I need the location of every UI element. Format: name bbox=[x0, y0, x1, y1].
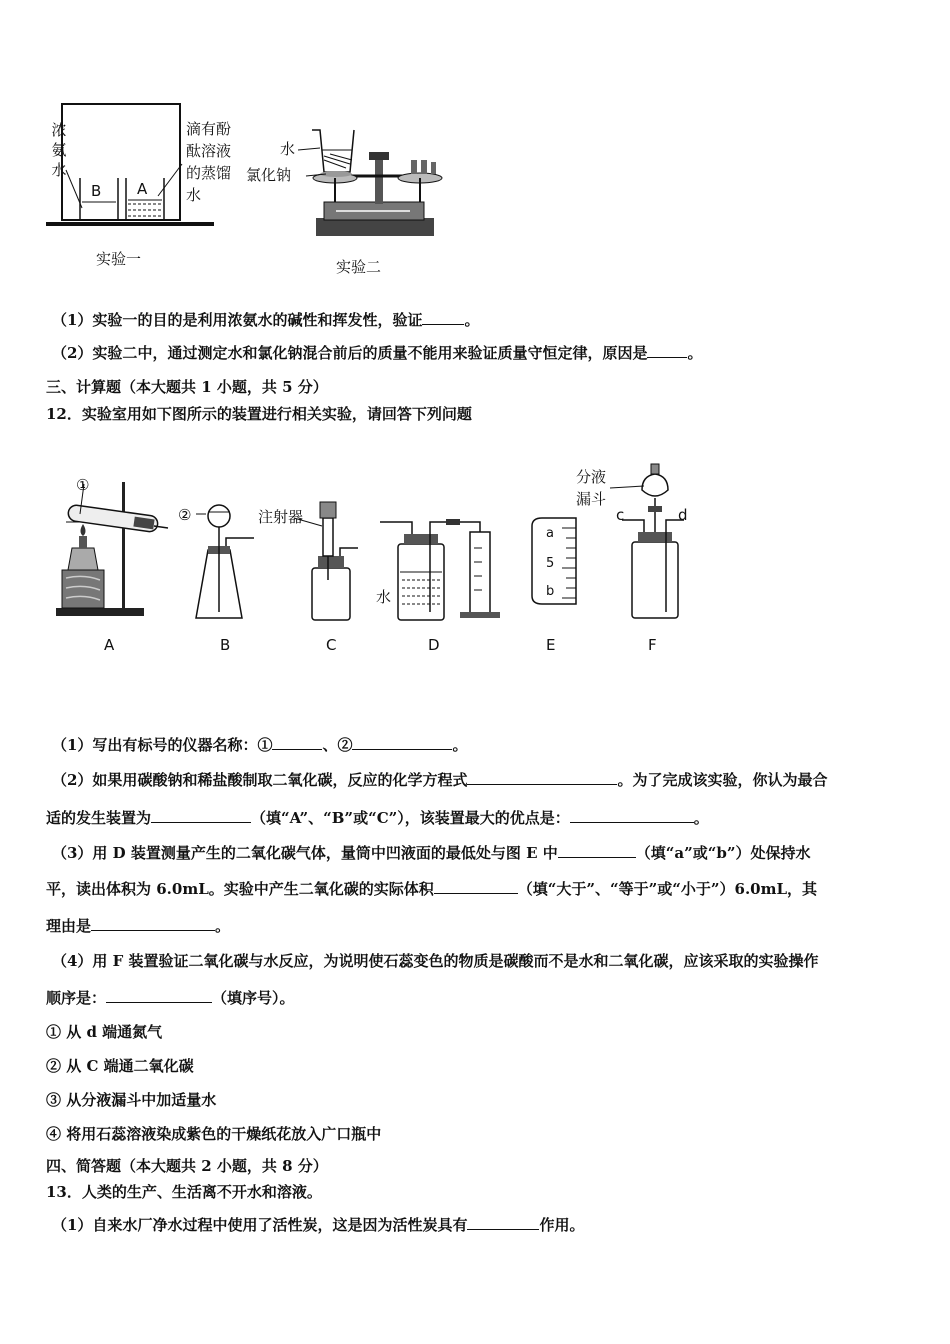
q12-blank-3[interactable] bbox=[467, 770, 617, 785]
q12-blank-9[interactable] bbox=[106, 988, 212, 1003]
q12-part2: （2）如果用碳酸钠和稀盐酸制取二氧化碳，反应的化学方程式 。为了完成该实验，你认为最合 bbox=[52, 771, 828, 789]
q12-part4: （4）用 F 装置验证二氧化碳与水反应，为说明使石蕊变色的物质是碳酸而不是水和二氧化碳，应该采取的实验操作 bbox=[52, 952, 819, 970]
label-phenolphthalein-1: 滴有酚 bbox=[186, 120, 232, 138]
label-nacl: 氯化钠 bbox=[246, 166, 292, 184]
caption-f: F bbox=[648, 636, 657, 654]
experiment-figure-1 bbox=[40, 98, 460, 288]
caption-d: D bbox=[428, 636, 440, 654]
caption-experiment-1: 实验一 bbox=[96, 250, 142, 268]
q12-option-3: ③ 从分液漏斗中加适量水 bbox=[46, 1091, 217, 1109]
label-beaker-b: B bbox=[91, 182, 102, 200]
label-mark-2: ② bbox=[178, 506, 192, 524]
q12-part1: （1）写出有标号的仪器名称：① 、② 。 bbox=[52, 736, 468, 754]
q12-blank-5[interactable] bbox=[570, 808, 694, 823]
q12-blank-2[interactable] bbox=[352, 735, 452, 750]
q12-blank-8[interactable] bbox=[91, 916, 215, 931]
label-port-d: d bbox=[678, 506, 688, 524]
q11-part1: （1）实验一的目的是利用浓氨水的碱性和挥发性，验证 。 bbox=[52, 311, 480, 329]
q11-blank-2[interactable] bbox=[647, 343, 687, 358]
q12-part2-cont: 适的发生装置为 （填“A”、“B”或“C”），该装置最大的优点是： 。 bbox=[46, 809, 709, 827]
caption-a: A bbox=[104, 636, 115, 654]
q12-option-1: ① 从 d 端通氮气 bbox=[46, 1023, 163, 1041]
q12-part4-cont: 顺序是： （填序号）。 bbox=[46, 989, 295, 1007]
caption-c: C bbox=[326, 636, 337, 654]
section-4-heading: 四、简答题（本大题共 2 小题，共 8 分） bbox=[46, 1157, 328, 1175]
q12-blank-7[interactable] bbox=[434, 879, 518, 894]
q12-title: 12．实验室用如下图所示的装置进行相关实验，请回答下列问题 bbox=[46, 405, 472, 423]
label-phenolphthalein-4: 水 bbox=[186, 186, 202, 204]
q12-part3: （3）用 D 装置测量产生的二氧化碳气体，量筒中凹液面的最低处与图 E 中 （填“a”或“b”）处保持水 bbox=[52, 844, 811, 862]
label-conc-ammonia: 浓氨水 bbox=[51, 121, 67, 179]
caption-e: E bbox=[546, 636, 556, 654]
q12-option-4: ④ 将用石蕊溶液染成紫色的干燥纸花放入广口瓶中 bbox=[46, 1125, 382, 1143]
caption-b: B bbox=[220, 636, 231, 654]
label-phenolphthalein-3: 的蒸馏 bbox=[186, 164, 232, 182]
label-port-c: c bbox=[616, 506, 625, 524]
label-beaker-a: A bbox=[137, 180, 148, 198]
q11-part2: （2）实验二中，通过测定水和氯化钠混合前后的质量不能用来验证质量守恒定律，原因是 。 bbox=[52, 344, 703, 362]
label-water: 水 bbox=[280, 140, 296, 158]
label-scale-b: b bbox=[546, 584, 555, 599]
label-mark-1: ① bbox=[76, 476, 90, 494]
caption-experiment-2: 实验二 bbox=[336, 258, 382, 276]
label-phenolphthalein-2: 酞溶液 bbox=[186, 142, 232, 160]
q13-blank-1[interactable] bbox=[467, 1215, 539, 1230]
q12-blank-6[interactable] bbox=[558, 843, 636, 858]
apparatus-figure-drawing bbox=[50, 462, 710, 662]
apparatus-figure bbox=[50, 462, 710, 662]
q12-part3-cont2: 理由是 。 bbox=[46, 917, 231, 935]
q12-part3-cont: 平，读出体积为 6.0mL。实验中产生二氧化碳的实际体积 （填“大于”、“等于”或“小于”）6.0mL，其 bbox=[46, 880, 818, 898]
label-sep-funnel-1: 分液 bbox=[576, 468, 607, 486]
q13-part1: （1）自来水厂净水过程中使用了活性炭，这是因为活性炭具有 作用。 bbox=[52, 1216, 585, 1234]
q12-blank-1[interactable] bbox=[272, 735, 322, 750]
q12-option-2: ② 从 C 端通二氧化碳 bbox=[46, 1057, 194, 1075]
label-sep-funnel-2: 漏斗 bbox=[576, 490, 607, 508]
q12-blank-4[interactable] bbox=[151, 808, 251, 823]
q11-blank-1[interactable] bbox=[422, 310, 464, 325]
label-water-d: 水 bbox=[376, 588, 392, 606]
label-scale-a: a bbox=[546, 526, 554, 541]
section-3-heading: 三、计算题（本大题共 1 小题，共 5 分） bbox=[46, 378, 328, 396]
q13-title: 13．人类的生产、生活离不开水和溶液。 bbox=[46, 1183, 322, 1201]
label-scale-5: 5 bbox=[546, 556, 555, 571]
label-syringe: 注射器 bbox=[258, 508, 304, 526]
